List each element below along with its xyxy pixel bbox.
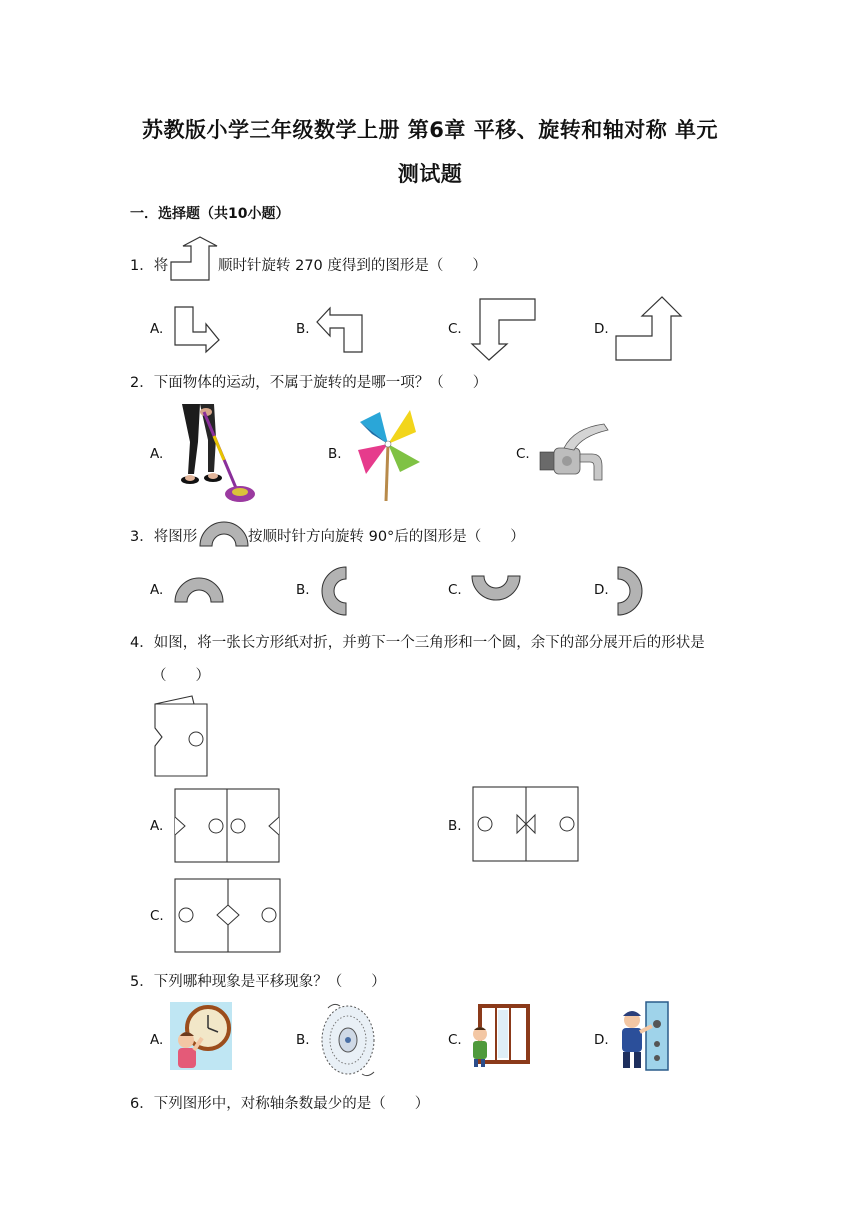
q1-option-d-shape[interactable] <box>614 296 682 362</box>
q1-source-arrow-shape <box>168 236 218 286</box>
q3-option-d-shape[interactable] <box>616 566 644 616</box>
section-heading: 一．选择题（共10小题） <box>130 206 290 222</box>
q3-source-arc-shape <box>198 518 250 548</box>
q1-option-c-label[interactable]: C. <box>448 321 462 337</box>
q1-option-c-shape[interactable] <box>470 298 538 362</box>
q5-option-c-label[interactable]: C. <box>448 1032 462 1048</box>
q1-option-b-label[interactable]: B. <box>296 321 310 337</box>
fan-picture-icon[interactable] <box>316 998 380 1082</box>
q3-option-a-shape[interactable] <box>174 576 224 604</box>
q4-folded-paper-figure <box>152 694 212 780</box>
pinwheel-photo-icon[interactable] <box>350 404 426 502</box>
q2-option-b-label[interactable]: B. <box>328 446 342 462</box>
q1-option-b-shape[interactable] <box>316 306 366 354</box>
q2-text: 2．下面物体的运动，不属于旋转的是哪一项？（ ） <box>130 375 488 391</box>
q4-option-a-figure[interactable] <box>174 788 280 864</box>
q1-text-pre: 1．将 <box>130 258 169 274</box>
q3-option-d-label[interactable]: D. <box>594 582 609 598</box>
q4-option-a-label[interactable]: A. <box>150 818 164 834</box>
q5-option-a-label[interactable]: A. <box>150 1032 164 1048</box>
q3-text-pre: 3．将图形 <box>130 529 198 545</box>
q4-option-c-figure[interactable] <box>174 878 282 954</box>
doc-title-line1: 苏教版小学三年级数学上册 第6章 平移、旋转和轴对称 单元 <box>141 118 719 142</box>
faucet-photo-icon[interactable] <box>538 418 618 486</box>
q1-option-a-label[interactable]: A. <box>150 321 164 337</box>
q3-option-a-label[interactable]: A. <box>150 582 164 598</box>
q4-option-c-label[interactable]: C. <box>150 908 164 924</box>
q5-text: 5．下列哪种现象是平移现象？（ ） <box>130 974 386 990</box>
q3-option-b-label[interactable]: B. <box>296 582 310 598</box>
q2-option-a-label[interactable]: A. <box>150 446 164 462</box>
q4-option-b-figure[interactable] <box>472 786 580 864</box>
door-lock-picture-icon[interactable] <box>614 1000 674 1072</box>
q1-text-post: 顺时针旋转 270 度得到的图形是（ ） <box>218 258 487 274</box>
q1-option-a-shape[interactable] <box>174 306 222 354</box>
q3-option-c-shape[interactable] <box>471 574 521 602</box>
window-opening-picture-icon[interactable] <box>470 1004 530 1068</box>
q6-text: 6．下列图形中，对称轴条数最少的是（ ） <box>130 1096 430 1112</box>
doc-title-line2: 测试题 <box>397 162 463 186</box>
clock-winding-picture-icon[interactable] <box>170 1002 232 1070</box>
q3-option-b-shape[interactable] <box>320 566 348 616</box>
q4-text-line1: 4．如图，将一张长方形纸对折，并剪下一个三角形和一个圆，余下的部分展开后的形状是 <box>130 635 705 651</box>
q3-option-c-label[interactable]: C. <box>448 582 462 598</box>
q4-text-line2: （ ） <box>152 668 210 684</box>
q5-option-b-label[interactable]: B. <box>296 1032 310 1048</box>
q3-text-post: 按顺时针方向旋转 90°后的图形是（ ） <box>248 529 525 545</box>
q1-option-d-label[interactable]: D. <box>594 321 609 337</box>
q2-option-c-label[interactable]: C. <box>516 446 530 462</box>
q5-option-d-label[interactable]: D. <box>594 1032 609 1048</box>
q4-option-b-label[interactable]: B. <box>448 818 462 834</box>
mop-photo-icon[interactable] <box>170 402 262 504</box>
